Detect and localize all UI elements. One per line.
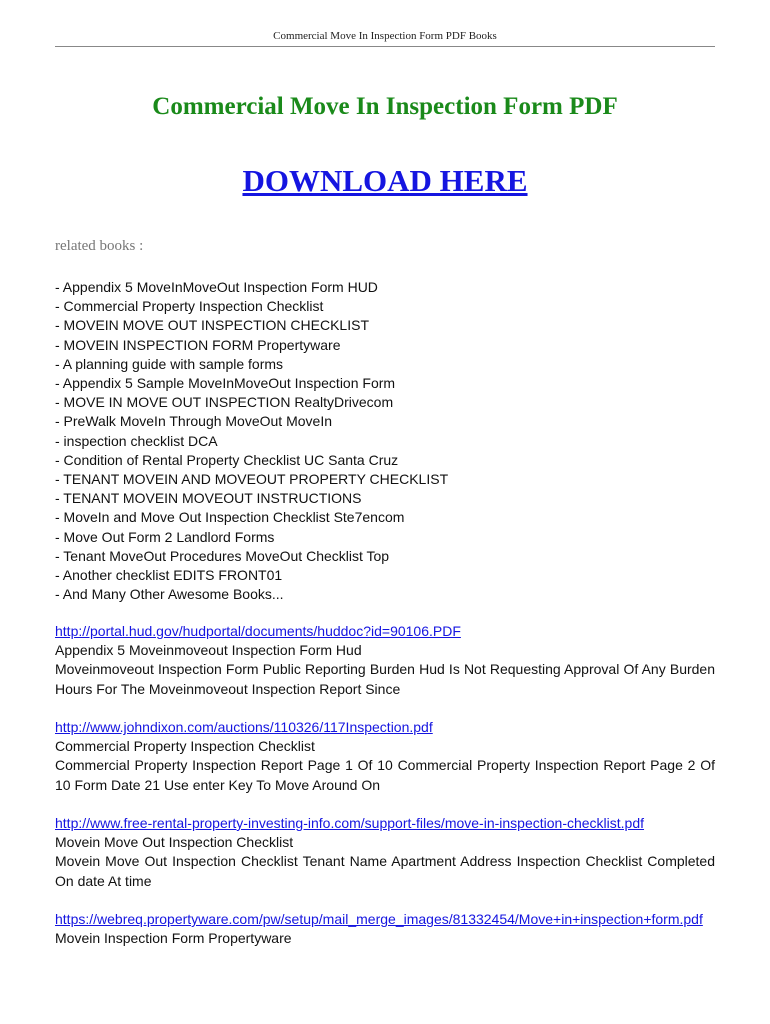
- entry-url-link[interactable]: http://www.free-rental-property-investing-info.com/support-files/move-in-inspection-checklist.pdf: [55, 815, 645, 831]
- entry-url-link[interactable]: http://portal.hud.gov/hudportal/documents/huddoc?id=90106.PDF: [55, 623, 461, 639]
- list-item: - MOVEIN INSPECTION FORM Propertyware: [55, 336, 341, 353]
- entry-title: Movein Inspection Form Propertyware: [55, 930, 292, 947]
- entry-description: Movein Move Out Inspection Checklist Tenant Name Apartment Address Inspection Checklist Completed On date At time: [55, 853, 715, 889]
- download-section: [0, 163, 770, 199]
- list-item: - Condition of Rental Property Checklist UC Santa Cruz: [55, 451, 399, 468]
- book-entry: [55, 718, 715, 795]
- entry-title: Appendix 5 Moveinmoveout Inspection Form Hud: [55, 642, 362, 659]
- list-item: - Appendix 5 MoveInMoveOut Inspection Form HUD: [55, 279, 378, 295]
- list-item: - Another checklist EDITS FRONT01: [55, 567, 283, 584]
- related-books-label: related books :: [55, 238, 144, 254]
- list-item: - MOVEIN MOVE OUT INSPECTION CHECKLIST: [55, 317, 370, 334]
- entry-url-link[interactable]: http://www.johndixon.com/auctions/110326/117Inspection.pdf: [55, 719, 433, 735]
- page-header: Commercial Move In Inspection Form PDF Books: [273, 30, 497, 42]
- list-item: - TENANT MOVEIN MOVEOUT INSTRUCTIONS: [55, 490, 362, 507]
- entry-title: Commercial Property Inspection Checklist: [55, 738, 315, 755]
- entry-title: Movein Move Out Inspection Checklist: [55, 834, 294, 851]
- list-item: - And Many Other Awesome Books...: [55, 586, 284, 603]
- entry-description: Commercial Property Inspection Report Page 1 Of 10 Commercial Property Inspection Report Page 2 Of 10 Form Date 21 Use enter Key To Move Around On: [55, 757, 715, 793]
- list-item: - A planning guide with sample forms: [55, 355, 284, 372]
- list-item: - inspection checklist DCA: [55, 432, 218, 449]
- list-item: - Move Out Form 2 Landlord Forms: [55, 528, 275, 545]
- list-item: - Appendix 5 Sample MoveInMoveOut Inspection Form: [55, 375, 396, 392]
- header-divider: [55, 46, 715, 47]
- list-item: - TENANT MOVEIN AND MOVEOUT PROPERTY CHECKLIST: [55, 471, 449, 488]
- entry-description: Moveinmoveout Inspection Form Public Reporting Burden Hud Is Not Requesting Approval Of Any Burden Hours For The Moveinmoveout Inspection Report Since: [55, 661, 715, 697]
- list-item: - Commercial Property Inspection Checklist: [55, 298, 324, 315]
- entry-url-link[interactable]: https://webreq.propertyware.com/pw/setup/mail_merge_images/81332454/Move+in+inspection+form.pdf: [55, 911, 703, 927]
- list-item: - MoveIn and Move Out Inspection Checklist Ste7encom: [55, 509, 405, 526]
- book-entry: [55, 622, 715, 699]
- page-title: Commercial Move In Inspection Form PDF: [152, 93, 618, 120]
- book-entries: [55, 622, 715, 968]
- list-item: - Tenant MoveOut Procedures MoveOut Checklist Top: [55, 547, 390, 564]
- download-link[interactable]: DOWNLOAD HERE: [242, 163, 528, 198]
- list-item: - MOVE IN MOVE OUT INSPECTION RealtyDrivecom: [55, 394, 394, 411]
- book-entry: [55, 910, 715, 948]
- book-entry: [55, 814, 715, 891]
- related-books-list: [55, 278, 715, 604]
- list-item: - PreWalk MoveIn Through MoveOut MoveIn: [55, 413, 332, 430]
